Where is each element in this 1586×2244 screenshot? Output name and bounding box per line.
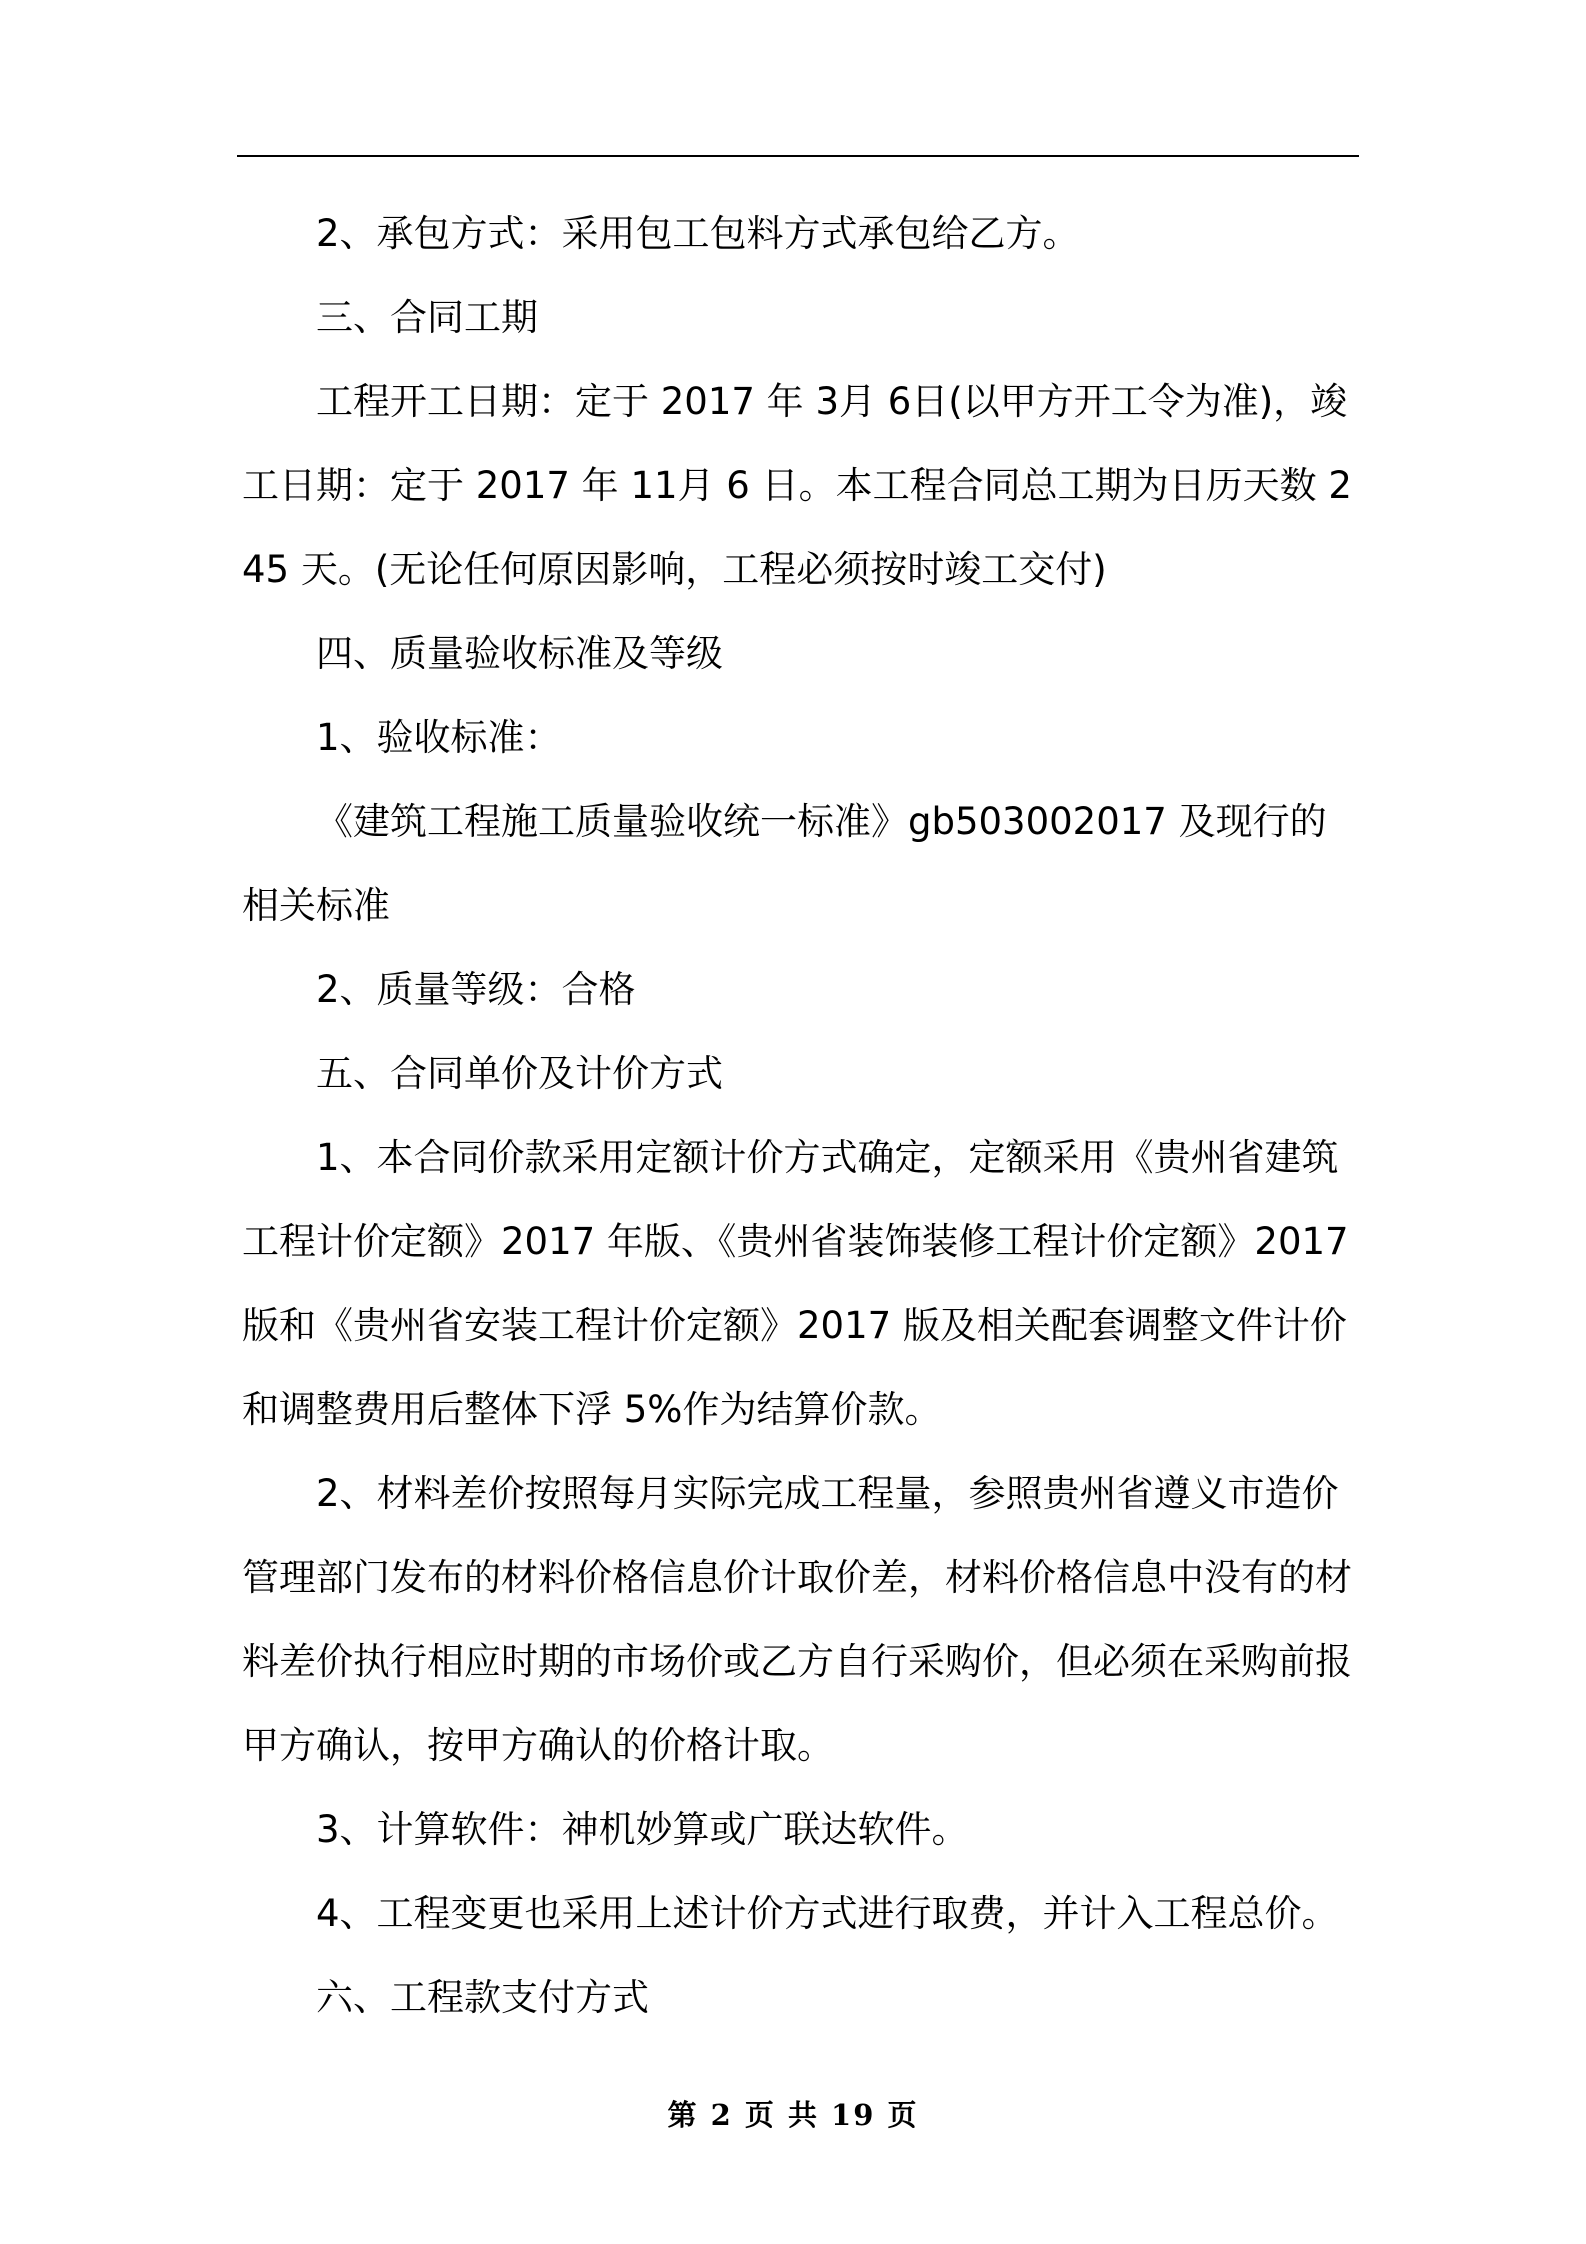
document-body — [242, 192, 1360, 2040]
paragraph-quality-grade: 2、质量等级：合格 — [316, 968, 636, 1011]
paragraph-acceptance-standard-label: 1、验收标准： — [316, 716, 562, 759]
header-rule — [237, 155, 1359, 157]
paragraph-dates: 工程开工日期：定于 2017 年 3月 6日(以甲方开工令为准)，竣工日期：定于 2017 年 11月 6 日。本工程合同总工期为日历天数 245 天。(无论任何原因影响，工程必须按时竣工交付) — [242, 380, 1352, 591]
paragraph-contract-method: 2、承包方式：采用包工包料方式承包给乙方。 — [316, 212, 1080, 255]
paragraph-software: 3、计算软件：神机妙算或广联达软件。 — [316, 1808, 969, 1851]
heading-unit-price: 五、合同单价及计价方式 — [316, 1052, 723, 1095]
paragraph-pricing-method: 1、本合同价款采用定额计价方式确定，定额采用《贵州省建筑工程计价定额》2017 年版、《贵州省装饰装修工程计价定额》2017 版和《贵州省安装工程计价定额》2017 版及相关配套调整文件计价和调整费用后整体下浮 5%作为结算价款。 — [242, 1136, 1349, 1431]
paragraph-acceptance-standard: 《建筑工程施工质量验收统一标准》gb503002017 及现行的相关标准 — [242, 800, 1327, 927]
paragraph-material-difference: 2、材料差价按照每月实际完成工程量，参照贵州省遵义市造价管理部门发布的材料价格信息价计取价差，材料价格信息中没有的材料差价执行相应时期的市场价或乙方自行采购价，但必须在采购前报甲方确认，按甲方确认的价格计取。 — [242, 1472, 1352, 1767]
heading-quality-acceptance: 四、质量验收标准及等级 — [316, 632, 723, 675]
paragraph-changes: 4、工程变更也采用上述计价方式进行取费，并计入工程总价。 — [316, 1892, 1339, 1935]
heading-payment-method: 六、工程款支付方式 — [316, 1976, 649, 2019]
page-number-footer: 第 2 页 共 19 页 — [667, 2098, 919, 2132]
heading-contract-period: 三、合同工期 — [316, 296, 538, 339]
